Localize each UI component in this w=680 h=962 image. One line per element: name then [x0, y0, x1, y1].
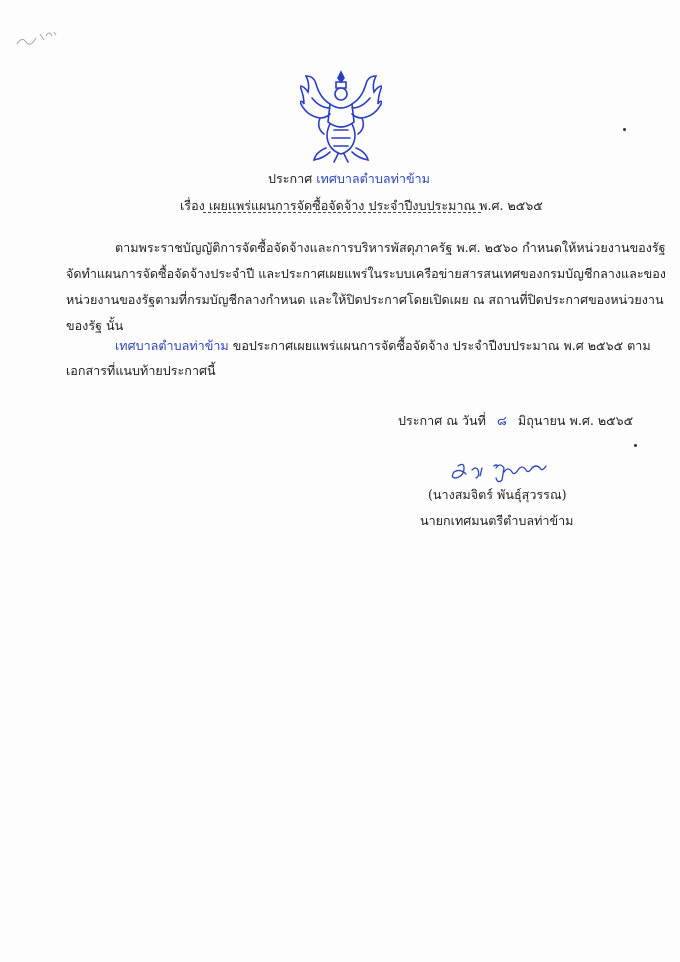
scribble-mark: [14, 26, 64, 50]
date-day: ๘: [497, 413, 507, 428]
subject-text: เผยแพร่แผนการจัดซื้อจัดจ้าง ประจำปีงบประมาณ พ.ศ. ๒๕๖๕: [208, 198, 543, 213]
date-month-year: มิถุนายน พ.ศ. ๒๕๖๕: [517, 413, 634, 428]
paragraph1-line4: ของรัฐ นั้น: [66, 318, 124, 333]
paragraph1-line3: หน่วยงานของรัฐตามที่กรมบัญชีกลางกำหนด และให้ปิดประกาศโดยเปิดเผย ณ สถานที่ปิดประกาศของหน่วยงาน: [66, 292, 664, 307]
paragraph2-organization: เทศบาลตำบลท่าข้าม: [115, 338, 229, 353]
subject-label: เรื่อง: [180, 198, 205, 213]
paragraph2-line2: เอกสารที่แนบท้ายประกาศนี้: [66, 363, 216, 378]
signatory-position: นายกเทศมนตรีตำบลท่าข้าม: [420, 513, 574, 528]
speck: [634, 444, 637, 447]
signatory-name: (นางสมจิตร์ พันธุ์สุวรรณ): [428, 487, 567, 502]
announcement-heading: [268, 171, 430, 187]
handwritten-signature: [440, 458, 566, 486]
paragraph2-line1: [115, 338, 651, 354]
paragraph2-text: ขอประกาศเผยแพร่แผนการจัดซื้อจัดจ้าง ประจำปีงบประมาณ พ.ศ ๒๕๖๕ ตาม: [232, 338, 651, 353]
date-prefix: ประกาศ ณ วันที่: [398, 413, 486, 428]
heading-prefix: ประกาศ: [268, 171, 313, 186]
announcement-date: [398, 413, 633, 429]
heading-organization: เทศบาลตำบลท่าข้าม: [316, 171, 430, 186]
speck: [623, 128, 626, 131]
paragraph1-line1: ตามพระราชบัญญัติการจัดซื้อจัดจ้างและการบริหารพัสดุภาครัฐ พ.ศ. ๒๕๖๐ กำหนดให้หน่วยงานของรัฐ: [115, 240, 666, 255]
garuda-emblem-icon: [300, 68, 382, 166]
paragraph1-line2: จัดทำแผนการจัดซื้อจัดจ้างประจำปี และประกาศเผยแพร่ในระบบเครือข่ายสารสนเทศของกรมบัญชีกลางและของ: [66, 266, 666, 281]
heading-divider: [203, 212, 481, 213]
